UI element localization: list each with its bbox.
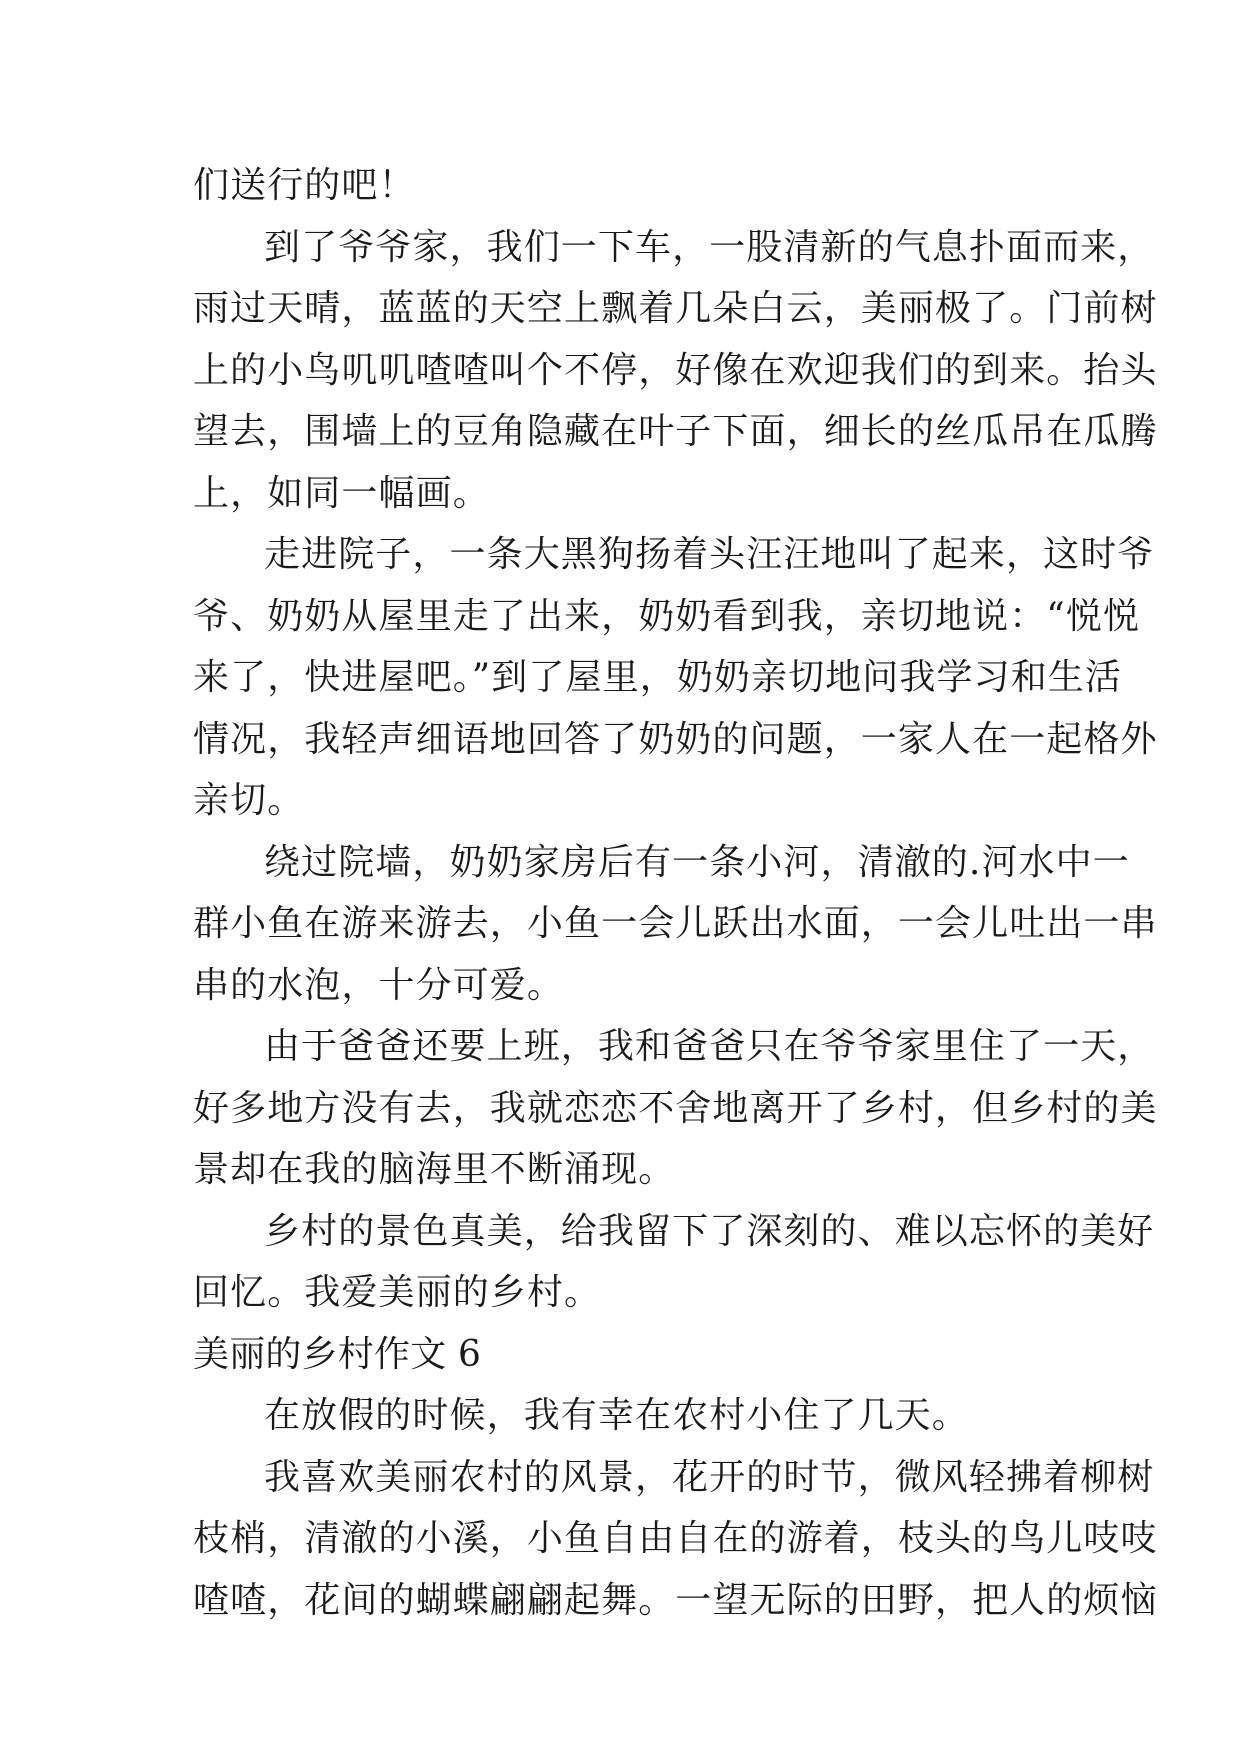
text-line: 群小鱼在游来游去，小鱼一会儿跃出水面，一会儿吐出一串 [193,903,1158,944]
text-line: 上，如同一幅画。 [193,472,490,514]
text-line: 好多地方没有去，我就恋恋不舍地离开了乡村，但乡村的美 [193,1087,1158,1129]
text-line: 在放假的时候，我有幸在农村小住了几天。 [264,1395,969,1436]
text-line: 情况，我轻声细语地回答了奶奶的问题，一家人在一起格外 [193,718,1158,760]
text-line: 走进院子，一条大黑狗扬着头汪汪地叫了起来，这时爷 [264,534,1155,575]
text-line: 景却在我的脑海里不断涌现。 [193,1149,676,1190]
text-line: 来了，快进屋吧。”到了屋里，奶奶亲切地问我学习和生活 [193,657,1123,698]
text-line: 绕过院墙，奶奶家房后有一条小河，清澈的.河水中一 [264,841,1130,883]
text-line: 回忆。我爱美丽的乡村。 [193,1272,602,1313]
text-line: 望去，围墙上的豆角隐藏在叶子下面，细长的丝瓜吊在瓜腾 [193,411,1158,452]
text-line: 亲切。 [193,780,305,821]
text-line: 们送行的吧！ [193,165,416,206]
text-line: 雨过天晴，蓝蓝的天空上飘着几朵白云，美丽极了。门前树 [193,288,1158,329]
text-line: 上的小鸟叽叽喳喳叫个不停，好像在欢迎我们的到来。抬头 [193,349,1158,391]
text-line: 乡村的景色真美，给我留下了深刻的、难以忘怀的美好 [264,1210,1155,1252]
document-body [193,155,1158,1631]
text-line: 串的水泡，十分可爱。 [193,964,565,1006]
text-line: 由于爸爸还要上班，我和爸爸只在爷爷家里住了一天， [264,1026,1155,1067]
text-line: 喳喳，花间的蝴蝶翩翩起舞。一望无际的田野，把人的烦恼 [193,1579,1158,1621]
section-heading: 美丽的乡村作文 6 [193,1333,482,1375]
text-line: 到了爷爷家，我们一下车，一股清新的气息扑面而来， [264,226,1155,268]
text-line: 枝梢，清澈的小溪，小鱼自由自在的游着，枝头的鸟儿吱吱 [193,1518,1158,1559]
text-line: 我喜欢美丽农村的风景，花开的时节，微风轻拂着柳树 [264,1456,1155,1498]
text-line: 爷、奶奶从屋里走了出来，奶奶看到我，亲切地说：“悦悦 [193,595,1141,637]
